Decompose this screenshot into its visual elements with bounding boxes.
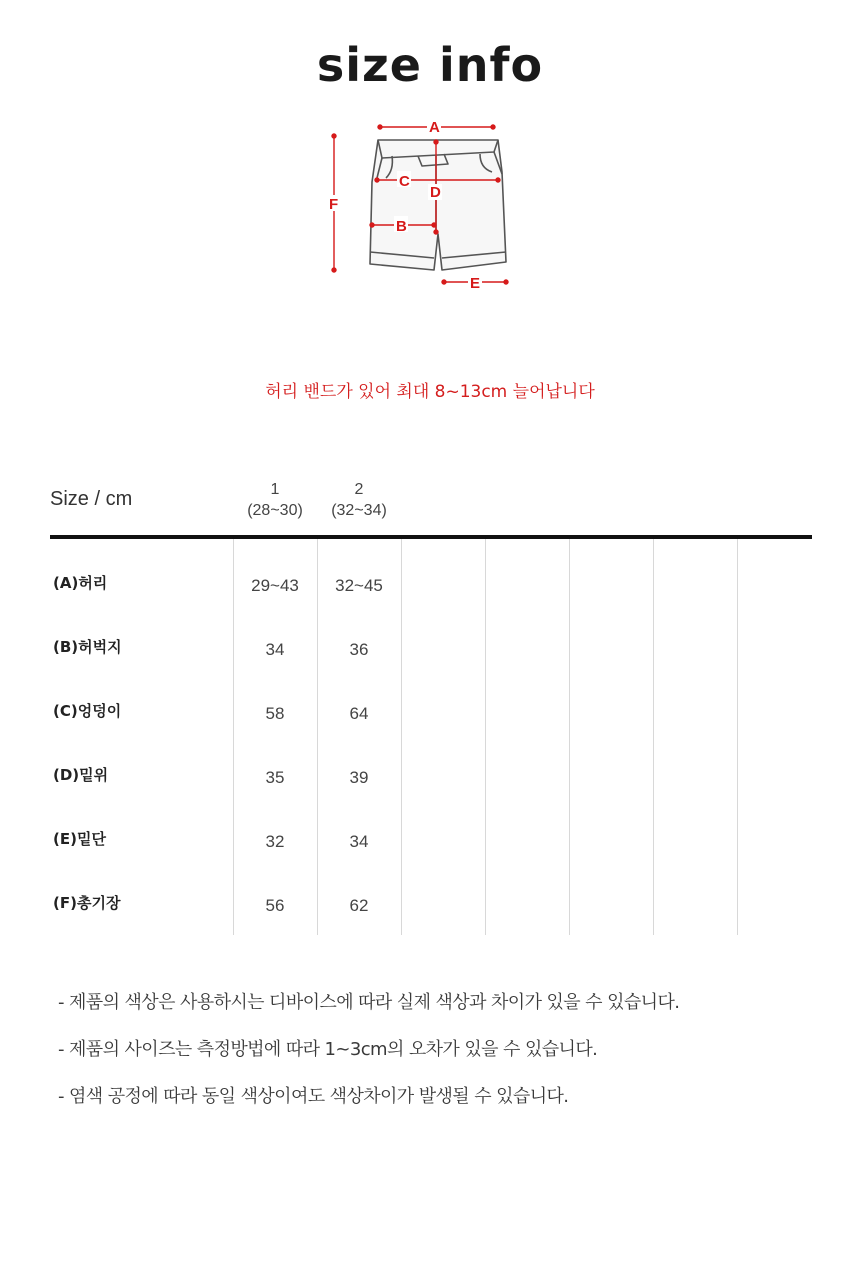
waistband-note: 허리 밴드가 있어 최대 8~13cm 늘어납니다 xyxy=(265,382,595,402)
table-cell: 29~43 xyxy=(251,576,299,595)
table-row xyxy=(50,859,812,923)
table-cell: 34 xyxy=(265,640,285,659)
table-row xyxy=(50,667,812,731)
table-header xyxy=(50,470,812,536)
table-header-label: Size / cm xyxy=(50,488,133,510)
column-header-2 xyxy=(317,479,401,521)
row-label: (A)허리 xyxy=(53,574,108,592)
shorts-illustration xyxy=(370,140,506,270)
size-table xyxy=(50,470,812,915)
shorts-measurement-diagram xyxy=(320,112,540,312)
table-cell: 34 xyxy=(349,832,369,851)
page-title: size info xyxy=(316,38,544,92)
disclaimer-notes xyxy=(58,988,838,1129)
row-label: (F)총기장 xyxy=(53,894,121,912)
table-cell: 58 xyxy=(265,704,285,723)
table-cell: 56 xyxy=(265,896,285,915)
row-label: (B)허벅지 xyxy=(53,638,122,656)
label-a: A xyxy=(429,119,440,136)
label-c: C xyxy=(399,173,410,190)
table-row xyxy=(50,603,812,667)
disclaimer-line: - 제품의 색상은 사용하시는 디바이스에 따라 실제 색상과 차이가 있을 수 있습니다. xyxy=(58,992,680,1013)
column-header-1 xyxy=(233,479,317,521)
disclaimer-line: - 제품의 사이즈는 측정방법에 따라 1~3cm의 오차가 있을 수 있습니다. xyxy=(58,1039,598,1060)
table-row xyxy=(50,539,812,603)
table-cell: 36 xyxy=(349,640,369,659)
column-size: 2 xyxy=(354,481,364,498)
table-cell: 64 xyxy=(349,704,369,723)
label-f: F xyxy=(329,196,339,213)
row-label: (C)엉덩이 xyxy=(53,702,122,720)
table-cell: 32~45 xyxy=(335,576,383,595)
label-b: B xyxy=(396,218,407,235)
table-cell: 35 xyxy=(265,768,285,787)
row-label: (D)밑위 xyxy=(53,766,109,784)
table-cell: 32 xyxy=(265,832,285,851)
table-body xyxy=(50,539,812,935)
label-d: D xyxy=(430,184,441,201)
label-e: E xyxy=(470,275,481,292)
row-label: (E)밑단 xyxy=(53,830,106,848)
column-range: (32~34) xyxy=(331,502,387,519)
table-row xyxy=(50,731,812,795)
table-cell: 39 xyxy=(349,768,369,787)
table-cell: 62 xyxy=(349,896,369,915)
disclaimer-line: - 염색 공정에 따라 동일 색상이여도 색상차이가 발생될 수 있습니다. xyxy=(58,1086,569,1107)
table-row xyxy=(50,795,812,859)
column-size: 1 xyxy=(270,481,280,498)
column-range: (28~30) xyxy=(247,502,303,519)
